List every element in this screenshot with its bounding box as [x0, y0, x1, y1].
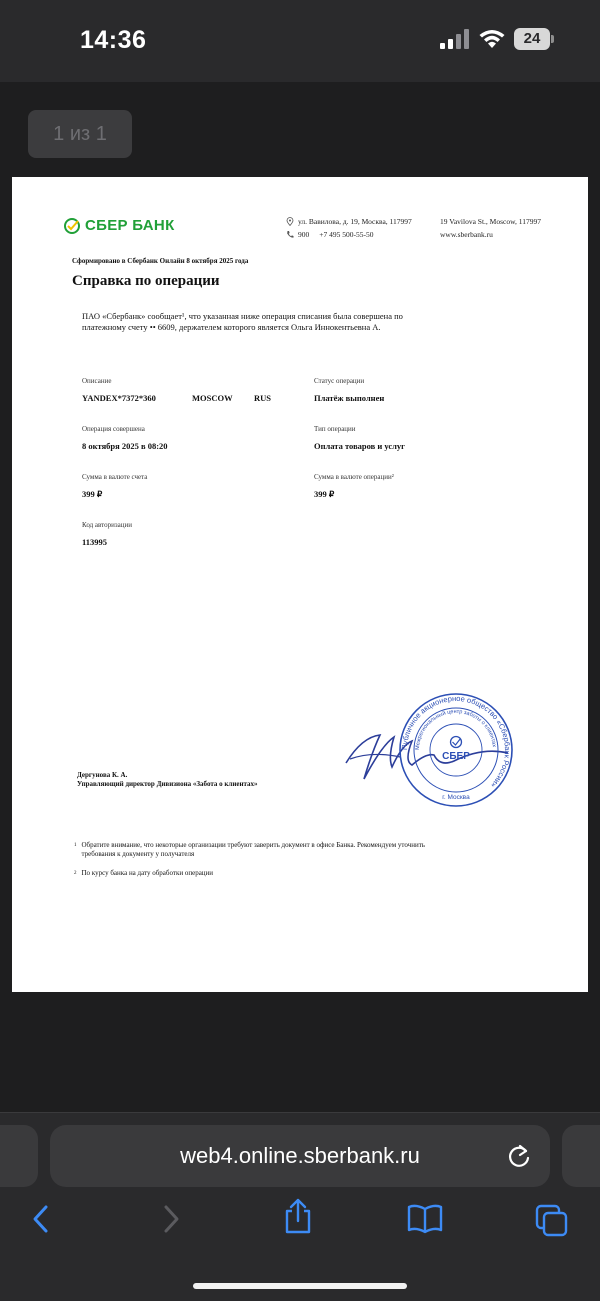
formed-date-line: Сформировано в Сбербанк Онлайн 8 октября 2025 года [72, 257, 249, 265]
date-value: 8 октября 2025 в 08:20 [82, 441, 168, 451]
share-icon[interactable] [282, 1197, 314, 1235]
amount-operation-label: Сумма в валюте операции² [314, 473, 394, 481]
field-status [314, 377, 384, 403]
location-pin-icon [286, 217, 294, 226]
website: www.sberbank.ru [440, 230, 493, 239]
field-amount-account [82, 473, 147, 500]
previous-tab-preview[interactable] [0, 1125, 38, 1187]
forward-button[interactable] [158, 1203, 184, 1235]
address-bar[interactable] [50, 1125, 550, 1187]
document-viewer[interactable] [0, 82, 600, 1112]
field-type [314, 425, 405, 451]
intro-paragraph: ПАО «Сбербанк» сообщает¹, что указанная ниже операция списания была совершена по платежному счету •• 6609, держателем которого является Ольга Иннокентьевна А. [82, 311, 403, 332]
tabs-icon[interactable] [534, 1203, 570, 1237]
cellular-signal-icon [440, 28, 470, 50]
next-tab-preview[interactable] [562, 1125, 600, 1187]
browser-chrome [0, 1112, 600, 1301]
description-label: Описание [82, 377, 112, 385]
stamp-city: г. Москва [442, 794, 470, 801]
footnote-2-text: По курсу банка на дату обработки операции [81, 869, 214, 877]
stamp-ring-text: Публичное акционерное общество «Сбербанк России» [399, 693, 513, 790]
home-indicator[interactable] [193, 1283, 407, 1289]
stamp-brand: СБЕР [442, 751, 470, 762]
document-title: Справка по операции [72, 273, 220, 289]
address-ru: ул. Вавилова, д. 19, Москва, 117997 [298, 217, 412, 226]
phone-long: +7 495 500-55-50 [319, 230, 374, 239]
browser-toolbar [0, 1203, 600, 1243]
footnote-2-mark: 2 [74, 871, 77, 876]
address-en: 19 Vavilova St., Moscow, 117997 [440, 217, 541, 226]
description-country: RUS [254, 393, 272, 403]
back-button[interactable] [28, 1203, 54, 1235]
status-label: Статус операции [314, 377, 365, 385]
amount-account-label: Сумма в валюте счета [82, 473, 148, 481]
amount-operation-value: 399 ₽ [314, 489, 335, 499]
field-amount-operation [314, 473, 394, 500]
date-label: Операция совершена [82, 425, 145, 433]
bank-address-ru [286, 215, 412, 241]
footnote-2 [74, 869, 454, 878]
url-text: web4.online.sberbank.ru [180, 1143, 420, 1168]
amount-account-value: 399 ₽ [82, 489, 103, 499]
description-merchant: YANDEX*7372*360 [82, 393, 156, 403]
phone-icon [286, 230, 294, 239]
signer-block [77, 771, 258, 789]
type-label: Тип операции [314, 425, 356, 433]
field-description [82, 377, 271, 403]
bookmarks-icon[interactable] [406, 1203, 444, 1235]
wifi-icon [478, 28, 506, 50]
status-value: Платёж выполнен [314, 393, 385, 403]
pdf-page[interactable] [12, 177, 588, 992]
status-icons [440, 28, 550, 50]
field-auth-code [82, 521, 132, 547]
description-value [82, 393, 271, 403]
status-bar [0, 0, 600, 82]
auth-code-value: 113995 [82, 537, 108, 547]
phone-short: 900 [298, 230, 310, 239]
footnote-1-mark: 1 [74, 843, 77, 848]
bank-address-en [440, 215, 541, 241]
page-counter: 1 из 1 [28, 110, 132, 158]
stamp-inner-text: Межрегиональный центр заботы о клиентах [414, 708, 497, 751]
bank-stamp [398, 692, 514, 808]
field-date [82, 425, 168, 451]
signer-title: Управляющий директор Дивизиона «Забота о клиентах» [77, 780, 258, 788]
footnotes [74, 841, 454, 888]
description-city: MOSCOW [192, 393, 233, 403]
footnote-1-text: Обратите внимание, что некоторые организации требуют заверить документ в офисе Банка. Рекомендуем уточнить требования к документу у получателя [81, 841, 425, 858]
brand-name: СБЕР БАНК [85, 217, 175, 234]
sber-logo [64, 217, 175, 234]
sber-logo-icon [64, 218, 80, 234]
auth-code-label: Код авторизации [82, 521, 132, 529]
signer-name: Дергунова К. А. [77, 771, 128, 779]
type-value: Оплата товаров и услуг [314, 441, 406, 451]
battery-indicator: 24 [514, 28, 550, 50]
status-time: 14:36 [80, 26, 147, 54]
reload-icon[interactable] [506, 1142, 532, 1170]
footnote-1 [74, 841, 454, 859]
